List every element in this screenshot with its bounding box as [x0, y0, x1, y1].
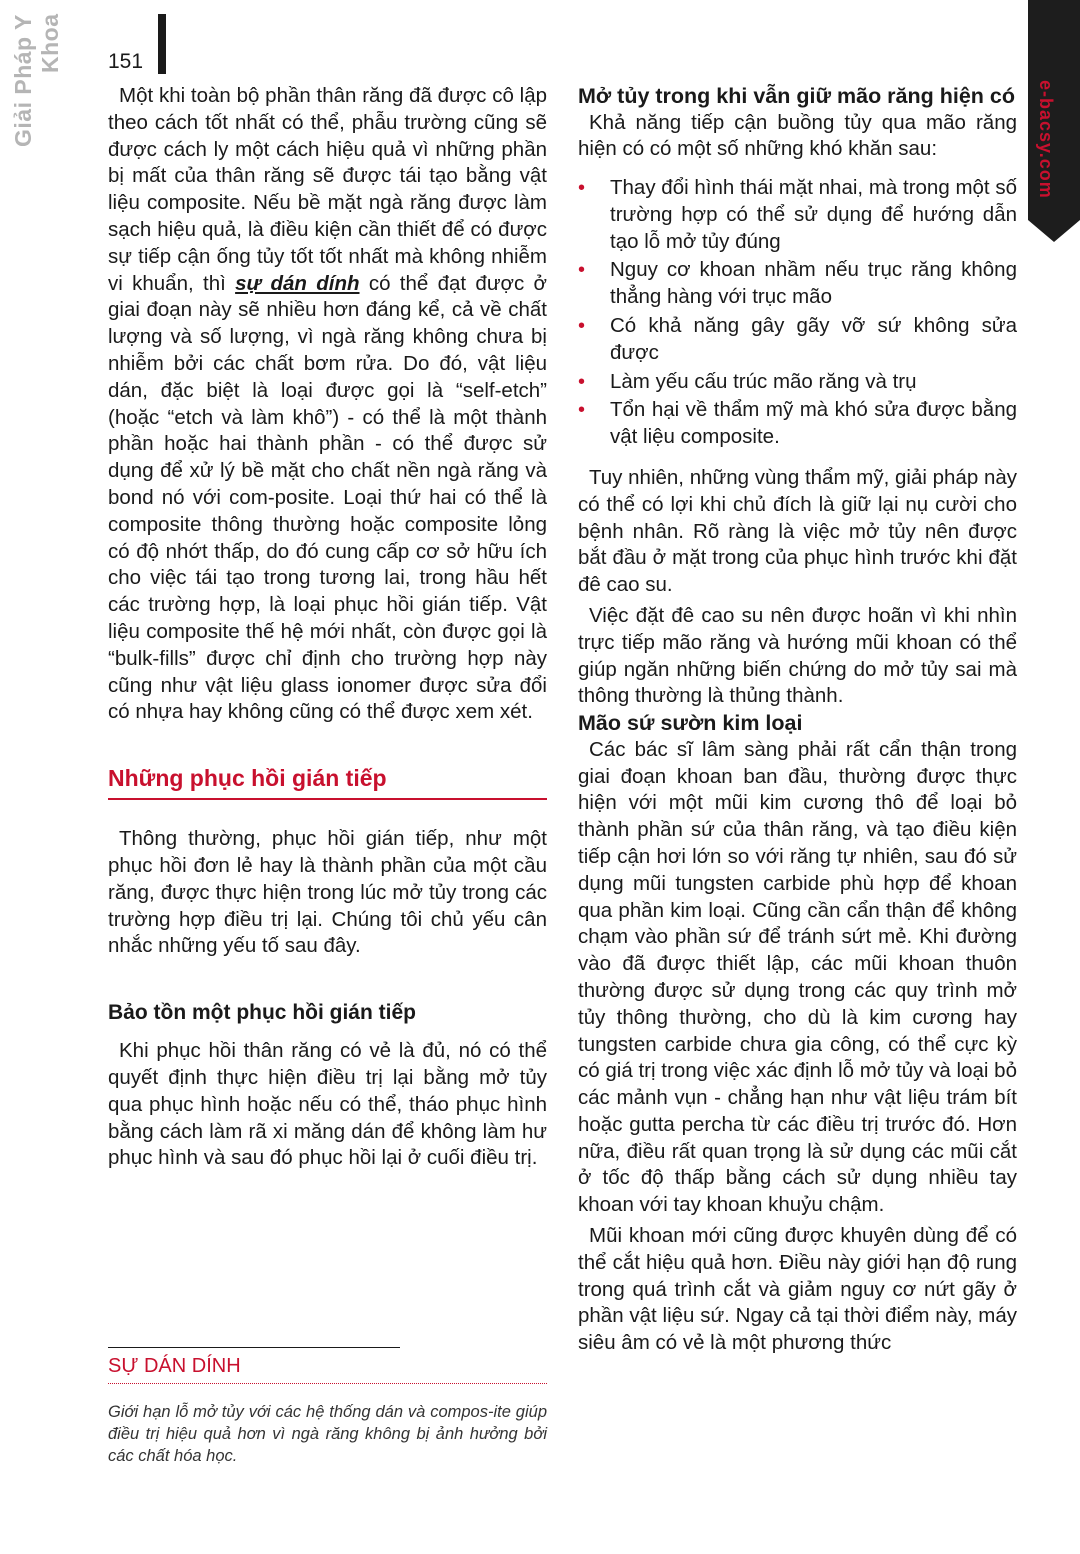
- heading-metal-ceramic-crown: Mão sứ sườn kim loại: [578, 711, 803, 736]
- glossary-definition: Giới hạn lỗ mở tủy với các hệ thống dán và compos-ite giúp điều trị hiệu quả hơn vì ngà răng không bị ảnh hưởng bởi các chất hóa học.: [108, 1403, 547, 1465]
- sidebar-title: Giải Pháp Y Khoa: [10, 14, 63, 147]
- section-heading-indirect-restorations: Những phục hồi gián tiếp: [108, 762, 547, 800]
- list-item: • Có khả năng gây gãy vỡ sứ không sửa được: [578, 313, 1017, 367]
- paragraph-aesthetic-zones: Tuy nhiên, những vùng thẩm mỹ, giải pháp này có thể có lợi khi chủ đích là giữ lại nụ cười cho bệnh nhân. Rõ ràng là việc mở tủy nên được bắt đầu ở mặt trong của phục hình trước khi đặt đê cao su.: [578, 466, 1017, 597]
- term-adhesion[interactable]: sự dán dính: [235, 271, 360, 295]
- paragraph-new-burs: Mũi khoan mới cũng được khuyên dùng để có thể cắt hiệu quả hơn. Điều này giới hạn độ rung trong quá trình cắt và giảm nguy cơ nứt gãy ở phần vật liệu sứ. Ngay cả tại thời điểm này, máy siêu âm có vẻ là một phương thức: [578, 1224, 1017, 1355]
- brand-logo: e-bacsy.com: [1036, 80, 1056, 199]
- paragraph-drilling: Các bác sĩ lâm sàng phải rất cẩn thận trong giai đoạn khoan ban đầu, thường được thực hiện với một mũi kim cương thô để loại bỏ thành phần sứ của thân răng, và tạo điều kiện tiếp cận hơi lớn so với răng tự nhiên, sau đó sử dụng mũi tungsten carbide phù hợp để khoan qua phần kim loại. Cũng cần cẩn thận để không chạm vào phần sứ để tránh sứt mẻ. Khi đường vào đã được thiết lập, các mũi khoan thuôn thường được sử dụng trong các quy trình mở tủy thông thường, cho dù là kim cương hay tungsten carbide chưa gia công, có thể cực kỳ có giá trị trong việc xác định lỗ mở tủy và loại bỏ các mảnh vụn - chẳng hạn như vật liệu trám bít hoặc gutta percha từ các điều trị trước đó. Hơn nữa, điều rất quan trọng là sử dụng các mũi cắt ở tốc độ thấp bằng cách sử dụng nhiều tay khoan với tay khoan khuỷu chậm.: [578, 737, 1017, 1217]
- paragraph-difficulties: Khả năng tiếp cận buồng tủy qua mão răng hiện có có một số những khó khăn sau:: [578, 110, 1017, 161]
- list-item: • Làm yếu cấu trúc mão răng và trụ: [578, 369, 1017, 396]
- list-item: • Thay đổi hình thái mặt nhai, mà trong một số trường hợp có thể sử dụng để hướng dẫn tạo lỗ mở tủy đúng: [578, 175, 1017, 255]
- right-column: [578, 83, 1017, 1357]
- sub-paragraph: Khi phục hồi thân răng có vẻ là đủ, nó có thể quyết định thực hiện điều trị lại bằng mở tủy qua phục hình hoặc nếu có thể, tháo phục hình bằng cách làm rã xi măng dán để không làm hư phục hình và sau đó phục hồi lại ở cuối điều trị.: [108, 1039, 547, 1170]
- brand-badge-tip: [1028, 220, 1080, 242]
- list-item: • Nguy cơ khoan nhầm nếu trục răng không thẳng hàng với trục mão: [578, 257, 1017, 311]
- subheading-preserve-restoration: Bảo tồn một phục hồi gián tiếp: [108, 1001, 416, 1025]
- list-item: • Tổn hại về thẩm mỹ mà khó sửa được bằng vật liệu composite.: [578, 397, 1017, 451]
- left-column: [108, 83, 548, 1465]
- glossary-term: SỰ DÁN DÍNH: [108, 1355, 547, 1384]
- intro-text-before: Một khi toàn bộ phần thân răng đã được cô lập theo cách tốt nhất có thể, phẫu trường cũng sẽ được cách ly một cách hiệu quả vì những phần bị mất của thân răng sẽ được tái tạo bằng vật liệu composite. Nếu bề mặt ngà răng được làm sạch hiệu quả, là điều kiện cần thiết để có được sự tiếp cận ống tủy tốt tốt nhất mà không nhiễm vi khuẩn, thì: [108, 84, 547, 295]
- paragraph-rubber-dam: Việc đặt đê cao su nên được hoãn vì khi nhìn trực tiếp mão răng và hướng mũi khoan có thể giúp ngăn những biến chứng do mở tủy sai mà thông thường là thủng thành.: [578, 604, 1017, 708]
- glossary-divider: [108, 1347, 400, 1348]
- intro-paragraph: [108, 83, 547, 726]
- section-paragraph: Thông thường, phục hồi gián tiếp, như một phục hồi đơn lẻ hay là thành phần của một cầu răng, được thực hiện trong lúc mở tủy trong các trường hợp điều trị lại. Chúng tôi chủ yếu cân nhắc những yếu tố sau đây.: [108, 827, 547, 958]
- header-bar: [158, 14, 166, 74]
- page-number: 151: [108, 50, 144, 73]
- heading-access-through-crown: Mở tủy trong khi vẫn giữ mão răng hiện có: [578, 84, 1016, 108]
- intro-text-after: có thể đạt được ở giai đoạn này sẽ nhiều hơn đáng kể, cả về chất lượng và số lượng, vì ngà răng không chưa bị nhiễm bởi các chất bơm rửa. Do đó, vật liệu dán, đặc biệt là loại được gọi là “self-etch” (hoặc “etch và làm khô”) - có thể là một thành phần hoặc hai thành phần - có thể được sử dụng để xử lý bề mặt cho chất nền ngà răng và bond nó với com-posite. Loại thứ hai có thể là composite thông thường hoặc composite lỏng có độ nhớt thấp, do đó cung cấp cơ sở hữu ích cho việc tái tạo trong tương lai, trong hầu hết các trường hợp, là loại phục hồi gián tiếp. Vật liệu composite thế hệ mới nhất, còn được gọi là “bulk-fills” được chỉ định cho trường hợp này cũng như vật liệu glass ionomer được sửa đổi có nhựa hay không cũng có thể được xem xét.: [108, 271, 548, 724]
- difficulties-list: [578, 175, 1017, 451]
